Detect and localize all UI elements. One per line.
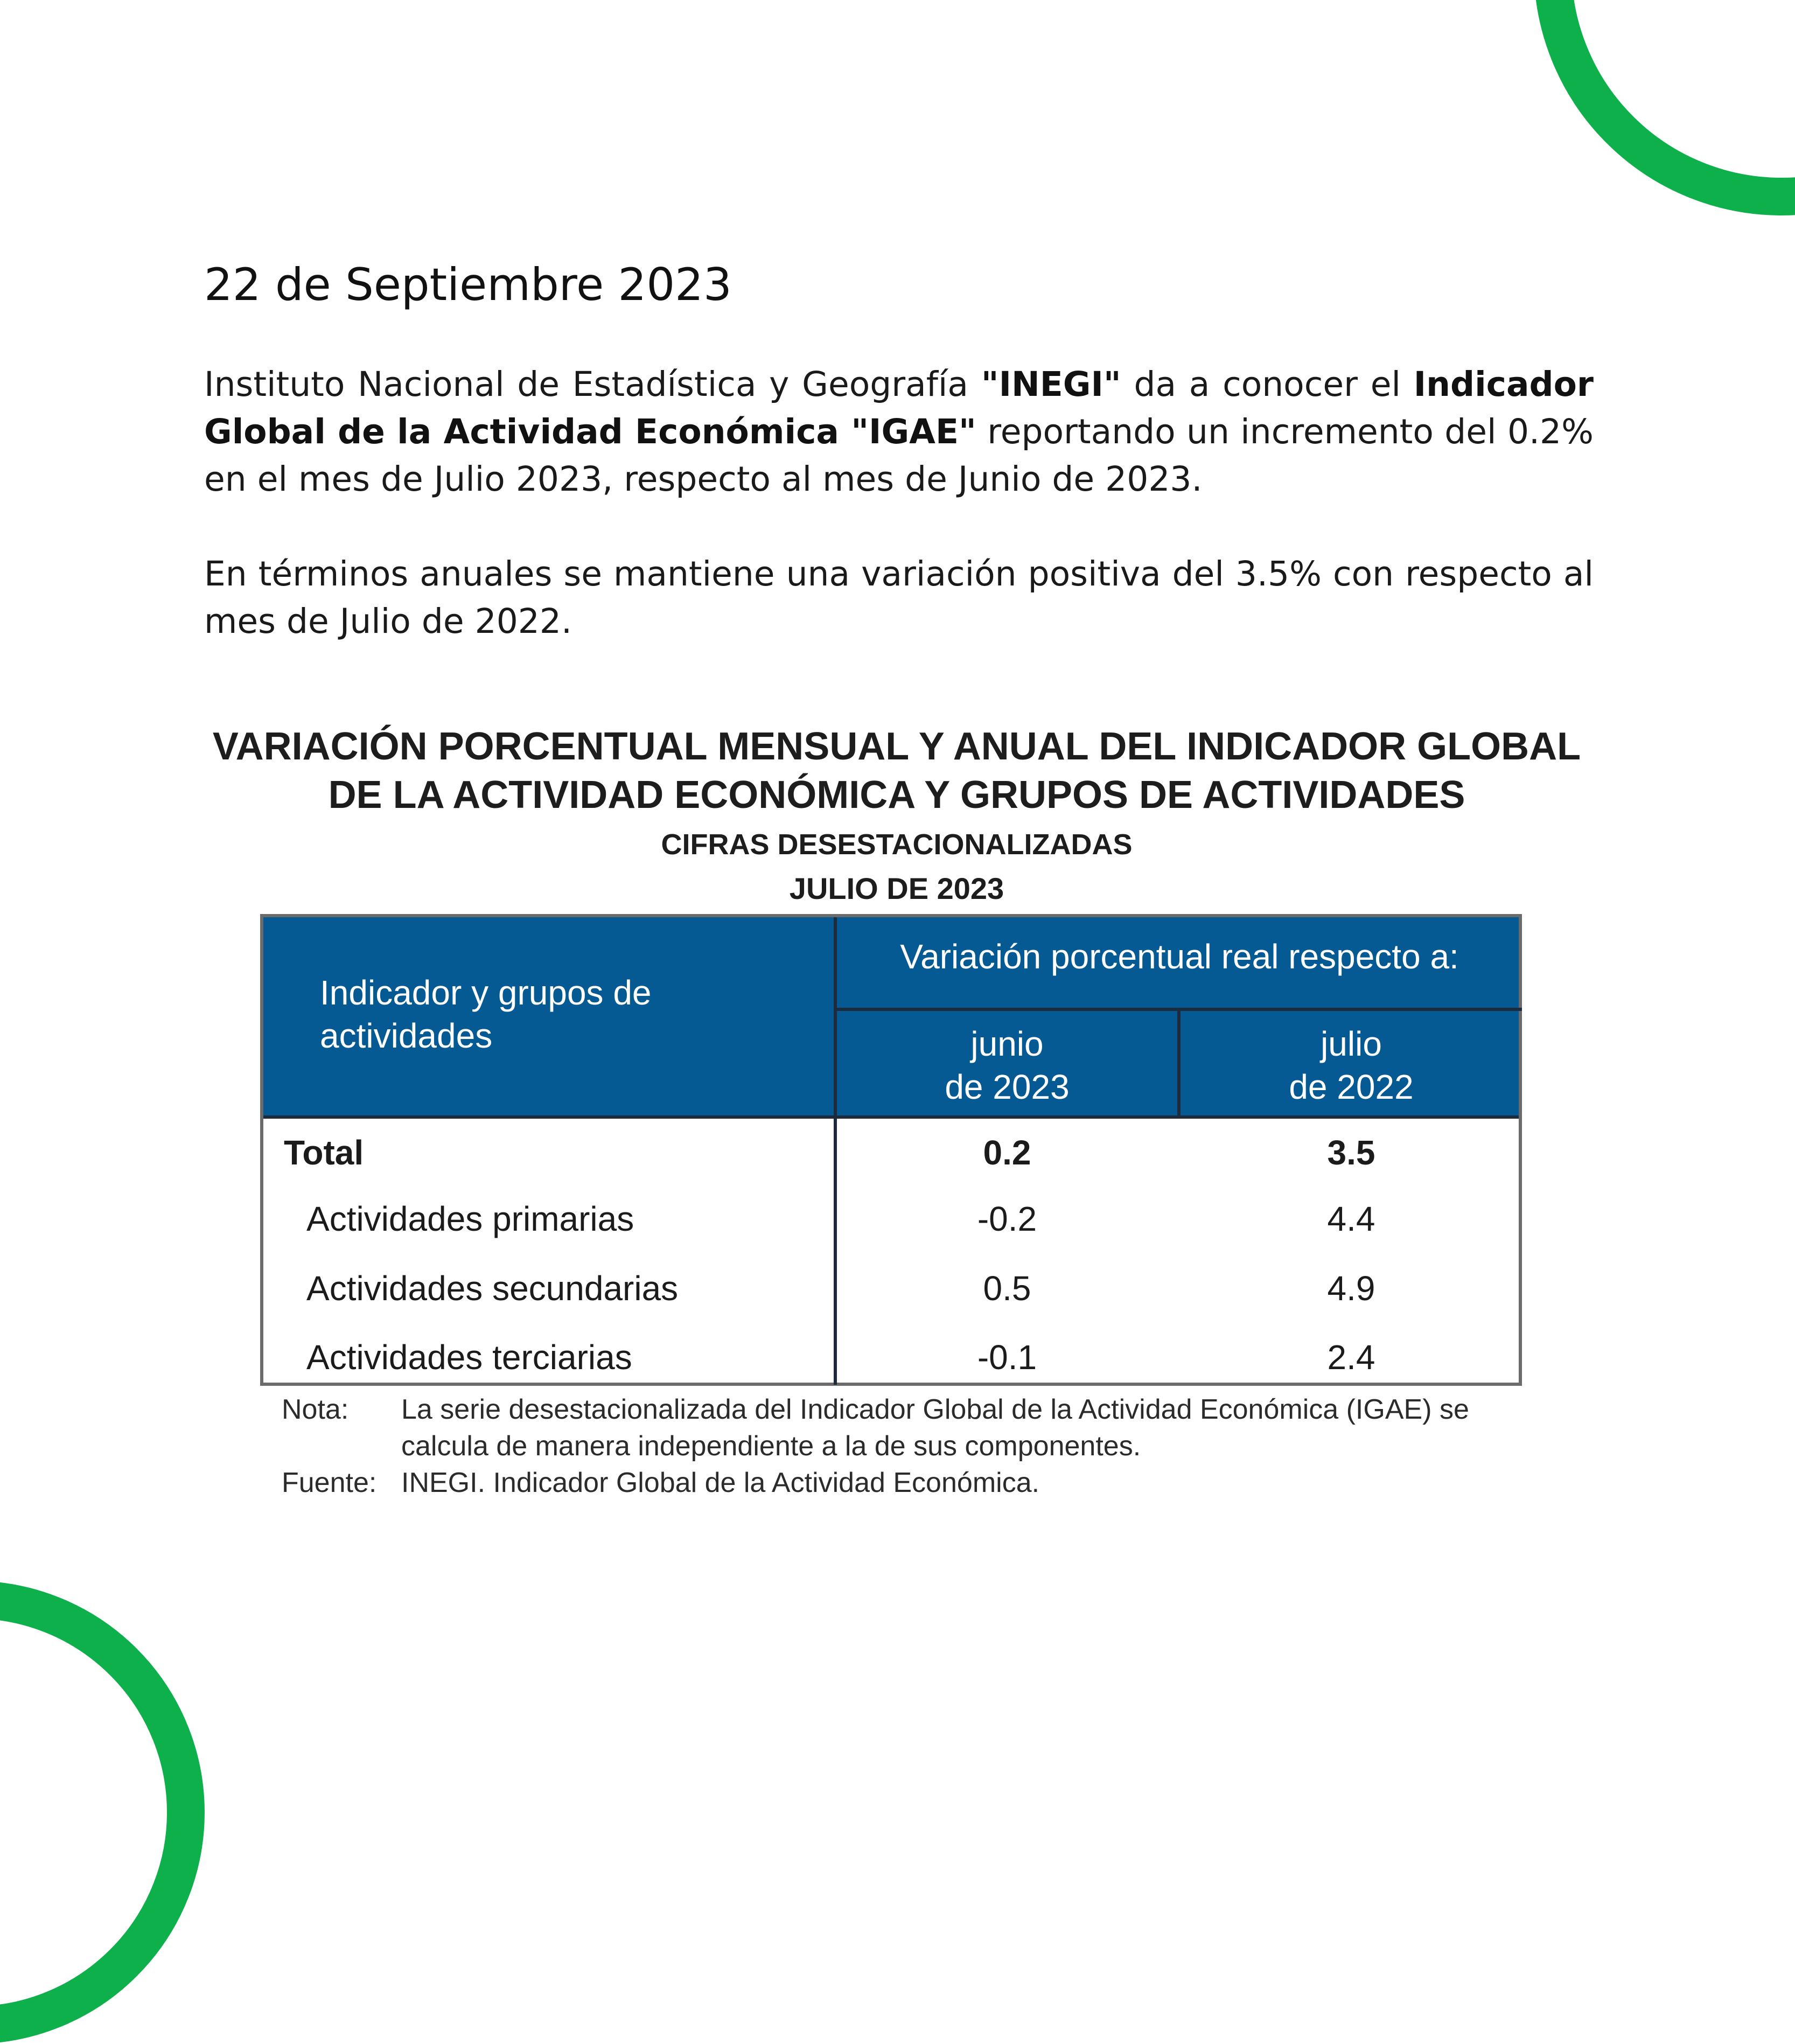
row-value-june: -0.2 (977, 1199, 1037, 1238)
header-bottom-border (263, 1115, 1519, 1119)
intro-bold-igae: Indicador Global de la Actividad Económica "IGAE" (204, 365, 1594, 451)
source-text: INEGI. Indicador Global de la Actividad Económica. (401, 1467, 1040, 1498)
table-row-total (263, 1122, 1519, 1191)
row-label: Actividades secundarias (306, 1269, 679, 1308)
table-period: JULIO DE 2023 (789, 871, 1004, 905)
row-value-june: -0.1 (977, 1338, 1037, 1377)
intro-text-1: Instituto Nacional de Estadística y Geografía (204, 365, 981, 404)
header-col1-line1: junio (970, 1024, 1044, 1063)
publication-date: 22 de Septiembre 2023 (204, 259, 732, 311)
intro-paragraph (204, 361, 1594, 503)
row-value-july: 4.4 (1327, 1199, 1375, 1238)
row-label: Actividades primarias (306, 1199, 634, 1238)
row-value-july: 3.5 (1327, 1133, 1375, 1172)
table-row (263, 1327, 1519, 1396)
intro-text-2: da a conocer el (1121, 365, 1414, 404)
table-subtitle: CIFRAS DESESTACIONALIZADAS (661, 828, 1133, 861)
note-text: La serie desestacionalizada del Indicador Global de la Actividad Económica (IGAE) se calcula de manera independiente a la de sus componentes. (401, 1394, 1469, 1462)
header-variation: Variación porcentual real respecto a: (900, 937, 1459, 976)
header-col-july-2022 (1181, 1022, 1522, 1108)
annual-paragraph: En términos anuales se mantiene una variación positiva del 3.5% con respecto al mes de Julio de 2022. (204, 554, 1594, 641)
table-row (263, 1188, 1519, 1257)
note-label: Nota: (282, 1394, 349, 1425)
row-value-june: 0.5 (983, 1269, 1031, 1308)
source-label: Fuente: (282, 1467, 377, 1498)
decorative-arc-top-right (1534, 0, 1795, 215)
intro-bold-inegi: "INEGI" (981, 365, 1121, 404)
header-col-june-2023 (837, 1022, 1177, 1108)
decorative-arc-bottom-left (0, 1581, 205, 2044)
table-row (263, 1258, 1519, 1327)
igae-table (260, 914, 1522, 1386)
row-label: Actividades terciarias (306, 1338, 632, 1377)
header-col1-line2: de 2023 (945, 1068, 1070, 1106)
row-value-june: 0.2 (983, 1133, 1031, 1172)
row-value-july: 2.4 (1327, 1338, 1375, 1377)
row-value-july: 4.9 (1327, 1269, 1375, 1308)
table-title-line-2: DE LA ACTIVIDAD ECONÓMICA Y GRUPOS DE ACTIVIDADES (328, 773, 1465, 817)
row-label: Total (284, 1133, 364, 1172)
intro-text-3: reportando un incremento del 0.2% en el mes de Julio 2023, respecto al mes de Junio de 2023. (204, 412, 1594, 499)
table-header (263, 917, 1519, 1115)
header-col2-line2: de 2022 (1289, 1068, 1414, 1106)
header-col2-line1: julio (1321, 1024, 1382, 1063)
table-title-line-1: VARIACIÓN PORCENTUAL MENSUAL Y ANUAL DEL INDICADOR GLOBAL (212, 725, 1581, 768)
header-indicator: Indicador y grupos de actividades (320, 973, 652, 1055)
